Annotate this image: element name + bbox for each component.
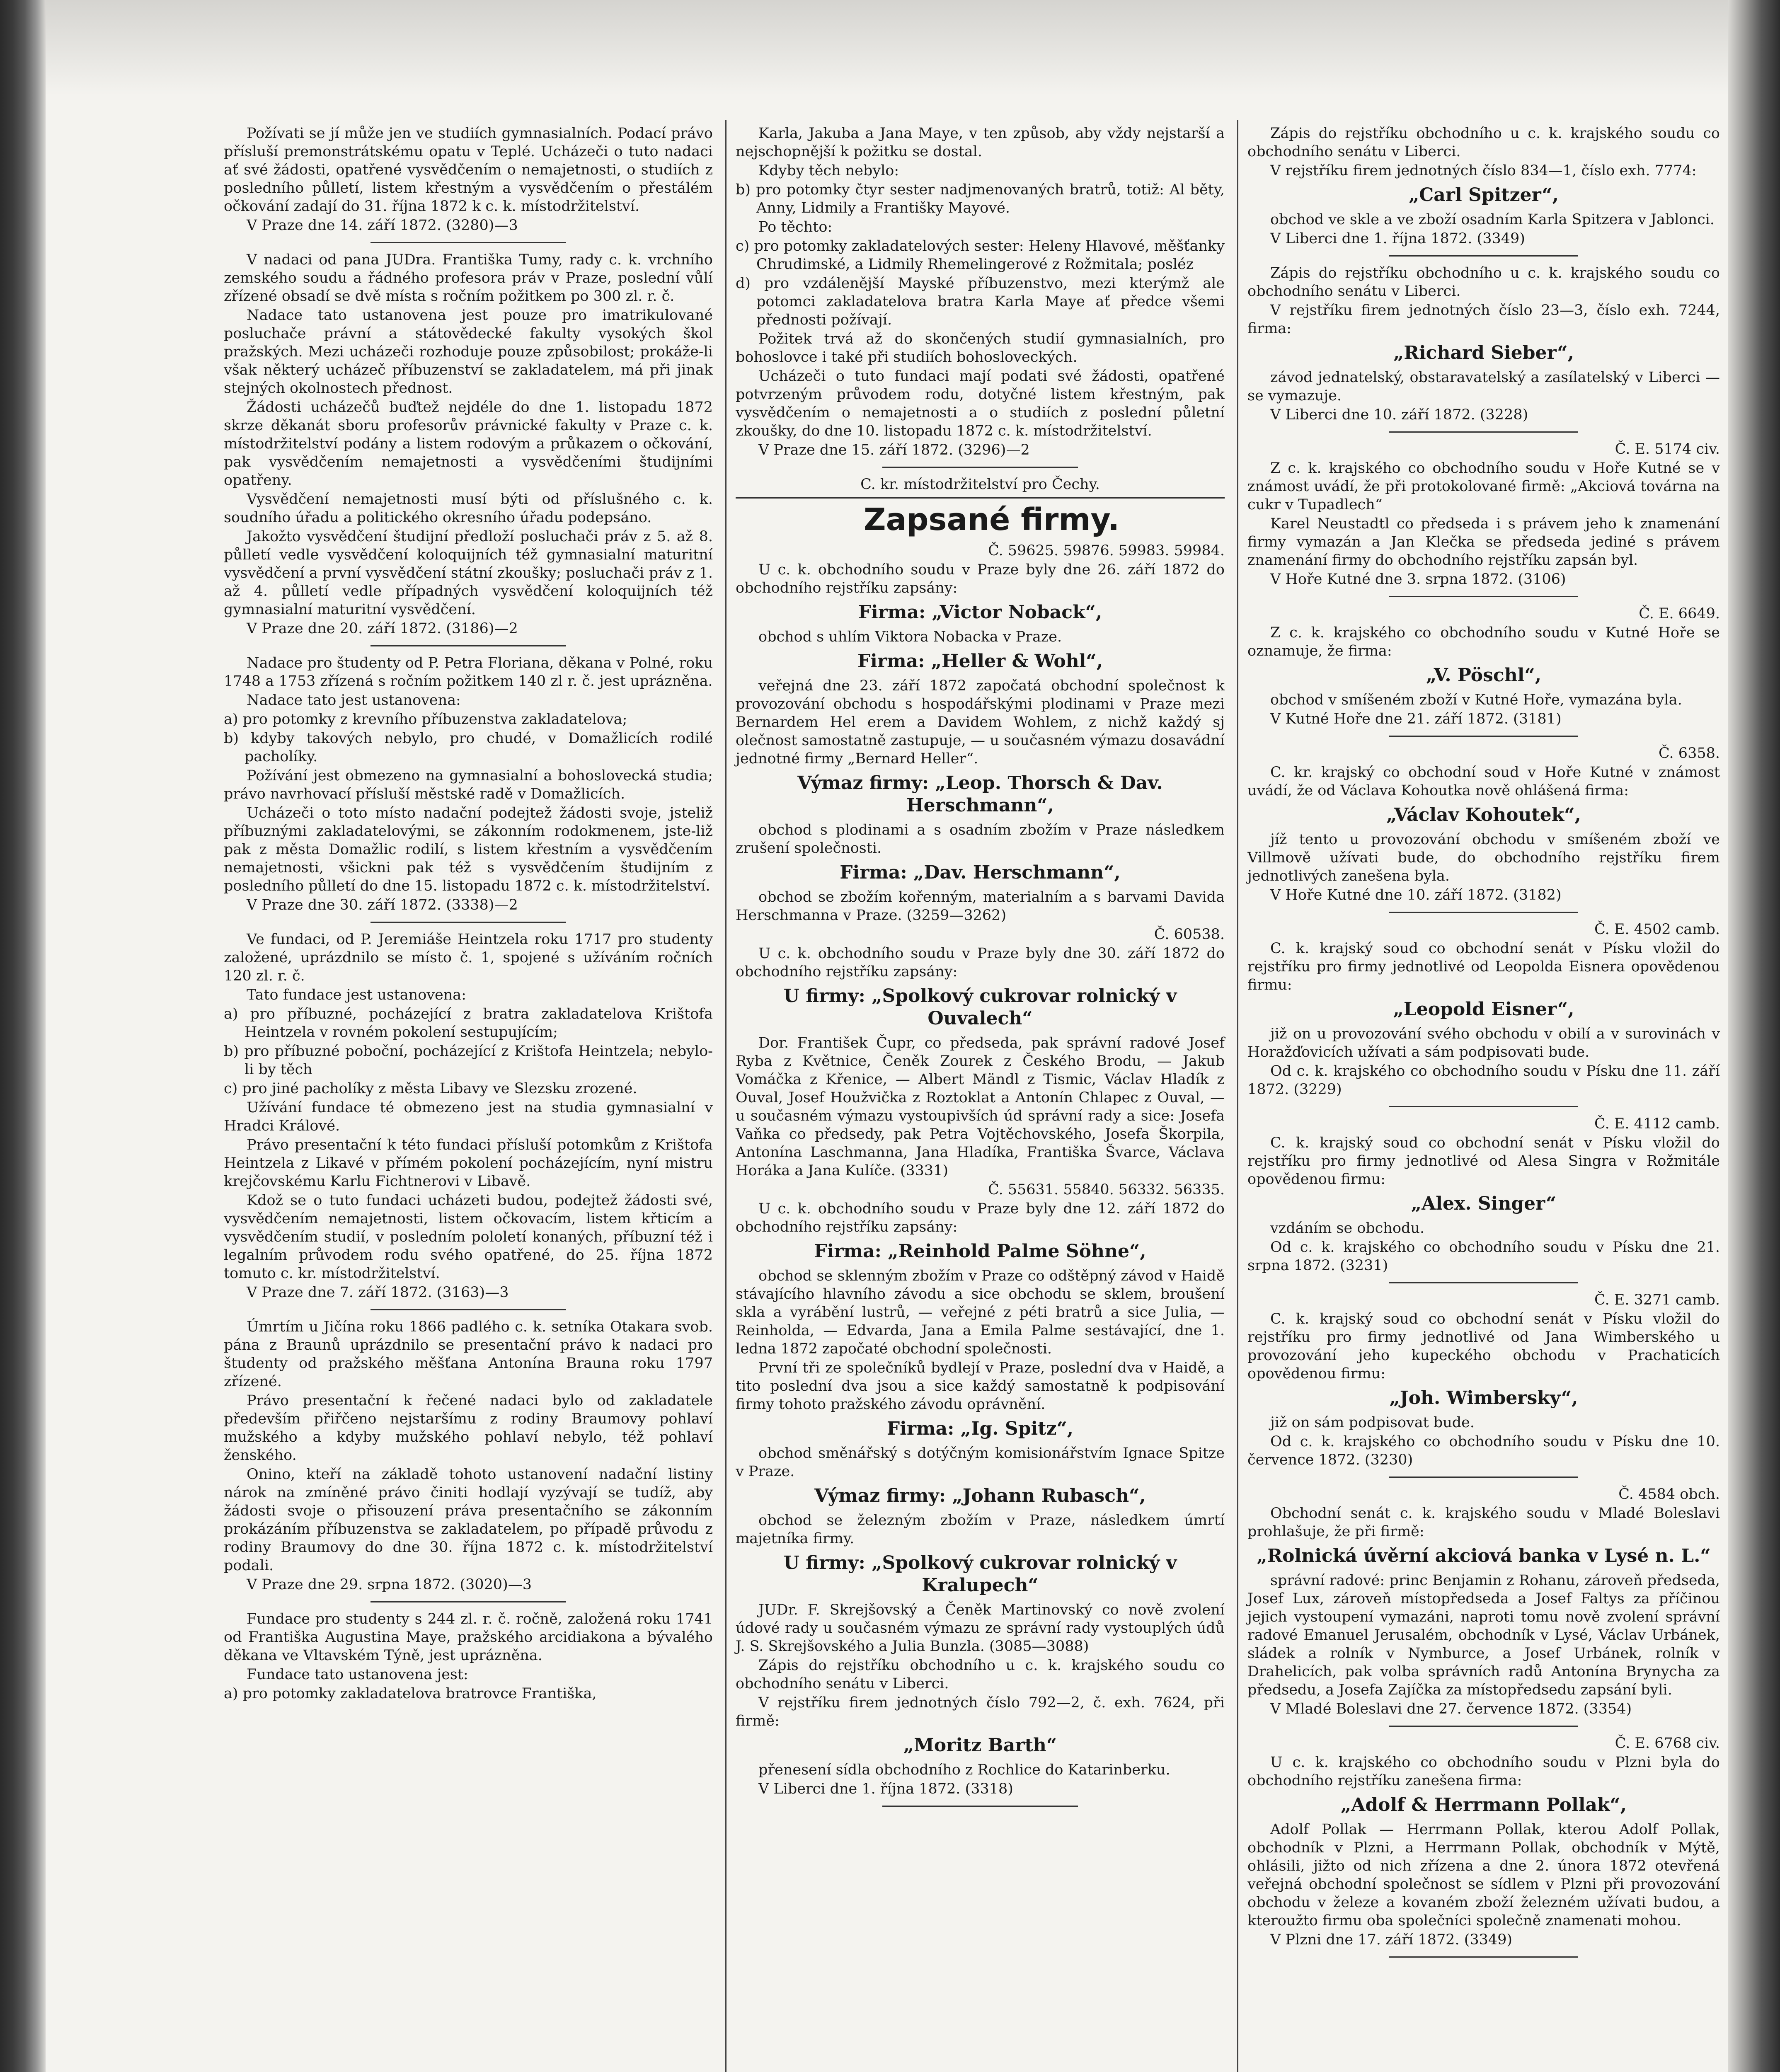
notice-separator <box>371 645 566 646</box>
firm-name: „Carl Spitzer“, <box>1408 184 1559 206</box>
firm-name: Výmaz firmy: „Leop. Thorsch & Dav. Herschmann“, <box>797 772 1163 816</box>
notice-separator <box>1389 1477 1578 1478</box>
paragraph: Fundace pro studenty s 244 zl. r. č. ročně, založená roku 1741 od Františka Augustina Maye, pražského arcidiakona a bývalého děkana ve Vltavském Týně, jest uprázněna. <box>224 1611 713 1664</box>
paragraph: Ve fundaci, od P. Jeremiáše Heintzela roku 1717 pro studenty založené, uprázdnilo se místo č. 1, spojené s užíváním ročních 120 zl. r. č. <box>224 931 713 984</box>
list-item: b) pro potomky čtyr sester nadjmenovaných bratrů, totiž: Al běty, Anny, Lidmily a Františky Mayové. <box>736 182 1225 216</box>
paragraph: obchod s plodinami a s osadním zbožím v Praze následkem zrušení společnosti. <box>736 822 1225 857</box>
dateline: V Kutné Hoře dne 21. září 1872. (3181) <box>1270 711 1562 727</box>
paragraph: Jakožto vysvědčení študijní předloží posluchači práv z 5. až 8. půlletí vedle vysvědčení koloquijních též gymnasialní maturitní vysvědčení a první vysvědčení státní zkoušky; posluchači práv z 1. až 4. půlletí vedle případných vysvědčení koloquijních též gymnasialní maturitní vysvědčení. <box>224 528 713 618</box>
scan-top-shadow <box>46 0 1728 95</box>
firm-name: „V. Pöschl“, <box>1426 665 1542 686</box>
column-divider-2 <box>1237 120 1238 2072</box>
notice-separator <box>1389 736 1578 737</box>
paragraph: Užívání fundace té obmezeno jest na studia gymnasialní v Hradci Králové. <box>224 1099 713 1134</box>
list-item: c) pro jiné pacholíky z města Libavy ve Slezsku zrozené. <box>224 1080 637 1097</box>
paragraph: Požívání jest obmezeno na gymnasialní a bohoslovecká studia; právo navrhovací přísluší městské radě v Domažlicích. <box>224 767 713 802</box>
paragraph: Nadace tato jest ustanovena: <box>247 692 461 709</box>
firm-name: „Václav Kohoutek“, <box>1386 804 1581 825</box>
paragraph: Kdyby těch nebylo: <box>758 162 899 179</box>
paragraph: Požitek trvá až do skončených studií gymnasialních, pro bohoslovce i také při studiích bohosloveckých. <box>736 331 1225 366</box>
paragraph: První tři ze společníků bydlejí v Praze, poslední dva v Haidě, a tito poslední dva jsou a sice každý samostatně k podpisování firmy tohoto pražského závodu oprávnění. <box>736 1360 1225 1413</box>
firm-name: „Joh. Wimbersky“, <box>1389 1387 1578 1409</box>
paragraph: C. k. krajský soud co obchodní senát v Písku vložil do rejstříku pro firmy jednotlivé od Jana Wimberského u provozování jeho kupeckého obchodu v Prachaticích opovědenou firmu: <box>1247 1311 1720 1382</box>
paragraph: C. k. krajský soud co obchodní senát v Písku vložil do rejstříku pro firmy jednotlivé od Leopolda Eisnera opovědenou firmu: <box>1247 940 1720 993</box>
reference-number: Č. E. 3271 camb. <box>1594 1292 1720 1308</box>
reference-number: Č. E. 4112 camb. <box>1594 1116 1720 1132</box>
notice-separator <box>1389 1106 1578 1107</box>
firm-name: „Adolf & Herrmann Pollak“, <box>1340 1794 1627 1815</box>
dateline: V Praze dne 14. září 1872. (3280)—3 <box>247 217 518 234</box>
notice-separator <box>1389 596 1578 597</box>
reference-number: Č. 4584 obch. <box>1618 1486 1720 1503</box>
paragraph: Kdož se o tuto fundaci ucházeti budou, podejtež žádosti své, vysvědčením nemajetnosti, listem očkovacím, listem křticím a vysvědčením studií, v posledním pololetí konaných, příbuzní též i legalním průvodem rodu svého opatřené, do 25. října 1872 tomuto c. kr. místodržitelství. <box>224 1192 713 1282</box>
authority-signature: C. kr. místodržitelství pro Čechy. <box>860 476 1100 493</box>
paragraph: Dor. František Čupr, co předseda, pak správní radové Josef Ryba z Květnice, Čeněk Zourek z Českého Brodu, — Jakub Vomáčka z Křenice, — Albert Mändl z Tismic, Václav Hladík z Ouval, Josef Houžvička z Roztoklat a Antonín Chlapec z Ouval, — u současném výmazu vystoupivších úd správní rady a sice: Josefa Vaňka co předsedy, pak Petra Vojtěchovského, Josefa Škorpila, Antonína Laschmanna, Jana Hladíka, Františka Švarce, Václava Horáka a Jana Kulíče. (3331) <box>736 1035 1225 1179</box>
firm-name: Výmaz firmy: „Johann Rubasch“, <box>814 1485 1146 1506</box>
paragraph: U c. k. krajského co obchodního soudu v Plzni byla do obchodního rejstříku zanešena firma: <box>1247 1754 1720 1789</box>
column-middle <box>736 124 1225 1814</box>
paragraph: obchod s uhlím Viktora Nobacka v Praze. <box>758 629 1062 645</box>
paragraph: Požívati se jí může jen ve studiích gymnasialních. Podací právo přísluší premonstrátskému opatu v Teplé. Ucházeči o tuto nadaci ať své žádosti, opatřené vysvědčením o nemajetnosti, o studiích z posledního půlletí, listem křestným a vysvědčením o přestálém očkování zadají do 31. října 1872 k c. k. místodržitelství. <box>224 125 713 215</box>
column-left <box>224 124 713 1704</box>
firm-name: „Rolnická úvěrní akciová banka v Lysé n. L.“ <box>1257 1545 1711 1566</box>
dateline: Od c. k. krajského co obchodního soudu v Písku dne 11. září 1872. (3229) <box>1247 1063 1720 1098</box>
dateline: V Mladé Boleslavi dne 27. července 1872. (3354) <box>1270 1701 1632 1717</box>
firm-name: „Leopold Eisner“, <box>1393 999 1574 1020</box>
paragraph: Ucházeči o toto místo nadační podejtež žádosti svoje, jsteliž příbuznými zakladatelovými, se zákonním rodokmenem, jste-liž pak z města Domažlic rodilí, s listem křestním a vysvědčením nemajetnosti, všickni pak též s vysvědčením študijním z posledního půlletí do dne 15. listopadu 1872 c. k. místodržitelství. <box>224 805 713 894</box>
paragraph: Z c. k. krajského co obchodního soudu v Hoře Kutné se v známost uvádí, že při protokolované firmě: „Akciová továrna na cukr v Tupadlech“ <box>1247 460 1720 513</box>
list-item: b) pro příbuzné poboční, pocházející z Krištofa Heintzela; nebylo-li by těch <box>224 1043 713 1078</box>
dateline: Od c. k. krajského co obchodního soudu v Písku dne 21. srpna 1872. (3231) <box>1247 1239 1720 1274</box>
paragraph: V rejstříku firem jednotných číslo 834—1, číslo exh. 7774: <box>1270 162 1697 179</box>
notice-separator <box>1389 431 1578 433</box>
section-title: Zapsané firmy. <box>736 497 1225 537</box>
paragraph: C. k. krajský soud co obchodní senát v Písku vložil do rejstříku pro firmy jednotlivé od Alesa Singra v Rožmitále opovědenou firmu: <box>1247 1135 1720 1188</box>
paragraph: Zápis do rejstříku obchodního u c. k. krajského soudu co obchodního senátu v Liberci. <box>736 1657 1225 1692</box>
paragraph: veřejná dne 23. září 1872 započatá obchodní společnost k provozování obchodu s hospodářskými plodinami v Praze mezi Bernardem Hel erem a Davidem Wohlem, z nichž každý sj olečnost samostatně zastupuje, — u současném výmazu dosavádní jednotné firmy „Bernard Heller“. <box>736 678 1225 767</box>
notice-separator <box>1389 1956 1578 1958</box>
paragraph: Karla, Jakuba a Jana Maye, v ten způsob, aby vždy nejstarší a nejschopnější k požitku se dostal. <box>736 125 1225 160</box>
paragraph: V rejstříku firem jednotných číslo 792—2, č. exh. 7624, při firmě: <box>736 1694 1225 1729</box>
dateline: V Hoře Kutné dne 3. srpna 1872. (3106) <box>1270 571 1566 588</box>
paragraph: V rejstříku firem jednotných číslo 23—3, číslo exh. 7244, firma: <box>1247 302 1720 337</box>
paragraph: Obchodní senát c. k. krajského soudu v Mladé Boleslavi prohlašuje, že při firmě: <box>1247 1505 1720 1540</box>
firm-name: Firma: „Victor Noback“, <box>858 602 1102 623</box>
list-item: c) pro potomky zakladatelových sester: Heleny Hlavové, měšťanky Chrudimské, a Lidmily Rhemelingerové z Rožmitala; posléz <box>736 238 1225 273</box>
firm-name: Firma: „Ig. Spitz“, <box>886 1418 1074 1439</box>
paragraph: vzdáním se obchodu. <box>1270 1220 1425 1237</box>
paragraph: obchod se zbožím kořenným, materialním a s barvami Davida Herschmanna v Praze. (3259—3262) <box>736 889 1225 924</box>
paragraph: obchod směnářský s dotýčným komisionářstvím Ignace Spitze v Praze. <box>736 1445 1225 1480</box>
reference-number: Č. E. 4502 camb. <box>1594 921 1720 938</box>
firm-name: „Moritz Barth“ <box>903 1735 1057 1756</box>
paragraph: Ucházeči o tuto fundaci mají podati své žádosti, opatřené potvrzeným průvodem rodu, dotyčné listem křestným, pak vysvědčením o nemajetnosti a o studiích z poslední půletní zkoušky, do dne 10. listopadu 1872 c. k. místodržitelství. <box>736 368 1225 439</box>
paragraph: Adolf Pollak — Herrmann Pollak, kterou Adolf Pollak, obchodník v Plzni, a Herrmann Pollak, obchodník v Mýtě, ohlásili, jižto od nich zřízena a dne 2. února 1872 otevřená veřejná obchodní společnost se sídlem v Plzni při provozování obchodu v železe a kovaném zboží železném užívati budou, a kteroužto firmu oba společníci společně znamenati mohou. <box>1247 1821 1720 1929</box>
paragraph: Zápis do rejstříku obchodního u c. k. krajského soudu co obchodního senátu v Liberci. <box>1247 265 1720 300</box>
paragraph: Po těchto: <box>758 219 833 235</box>
paragraph: Z c. k. krajského co obchodního soudu v Kutné Hoře se oznamuje, že firma: <box>1247 625 1720 659</box>
dateline: V Praze dne 15. září 1872. (3296)—2 <box>758 442 1030 458</box>
scan-left-edge <box>0 0 46 2072</box>
paragraph: U c. k. obchodního soudu v Praze byly dne 26. září 1872 do obchodního rejstříku zapsány: <box>736 562 1225 596</box>
paragraph: obchod ve skle a ve zboží osadním Karla Spitzera v Jablonci. <box>1270 211 1715 228</box>
reference-number: Č. 55631. 55840. 56332. 56335. <box>988 1181 1225 1198</box>
notice-separator <box>1389 1282 1578 1283</box>
scan-right-edge <box>1728 0 1780 2072</box>
column-divider-1 <box>725 120 727 2072</box>
firm-name: Firma: „Reinhold Palme Söhne“, <box>814 1241 1146 1262</box>
paragraph: U c. k. obchodního soudu v Praze byly dne 30. září 1872 do obchodního rejstříku zapsány: <box>736 945 1225 980</box>
paragraph: C. kr. krajský co obchodní soud v Hoře Kutné v známost uvádí, že od Václava Kohoutka nově ohlášená firma: <box>1247 764 1720 799</box>
notice-separator <box>882 1806 1078 1807</box>
list-item: d) pro vzdálenější Mayské příbuzenstvo, mezi kterýmž ale potomci zakladatelova bratra Karla Maye ať předce všemi přednosti požívají. <box>736 275 1225 328</box>
firm-name: „Alex. Singer“ <box>1411 1193 1557 1214</box>
paragraph: V nadaci od pana JUDra. Františka Tumy, rady c. k. vrchního zemského soudu a řádného profesora práv v Praze, poslední vůlí zřízené obsadí se dvě místa s ročním požitkem po 300 zl. r. č. <box>224 252 713 305</box>
paragraph: Nadace pro študenty od P. Petra Floriana, děkana v Polné, roku 1748 a 1753 zřízená s ročním požitkem 140 zl r. č. jest uprázněna. <box>224 655 713 690</box>
paragraph: Úmrtím u Jičína roku 1866 padlého c. k. setníka Otakara svob. pána z Braunů uprázdnilo se presentační právo k nadaci pro študenty od pražského měšťana Antonína Brauna roku 1797 zřízené. <box>224 1319 713 1390</box>
reference-number: Č. 59625. 59876. 59983. 59984. <box>988 542 1225 559</box>
paragraph: přenesení sídla obchodního z Rochlice do Katarinberku. <box>758 1762 1170 1778</box>
reference-number: Č. E. 6768 civ. <box>1615 1735 1720 1752</box>
paragraph: obchod se železným zbožím v Praze, následkem úmrtí majetníka firmy. <box>736 1512 1225 1547</box>
firm-name: Firma: „Heller & Wohl“, <box>857 651 1103 672</box>
list-item: a) pro potomky z krevního příbuzenstva zakladatelova; <box>224 711 627 728</box>
paragraph: obchod v smíšeném zboží v Kutné Hoře, vymazána byla. <box>1270 692 1682 708</box>
paragraph: již on sám podpisovat bude. <box>1270 1414 1475 1431</box>
list-item: a) pro příbuzné, pocházející z bratra zakladatelova Krištofa Heintzela v rovném pokolení sestupujícím; <box>224 1006 713 1041</box>
reference-number: Č. E. 6649. <box>1639 605 1720 622</box>
paragraph: Tato fundace jest ustanovena: <box>247 987 466 1003</box>
paragraph: Zápis do rejstříku obchodního u c. k. krajského soudu co obchodního senátu v Liberci. <box>1247 125 1720 160</box>
firm-name: Firma: „Dav. Herschmann“, <box>840 862 1121 883</box>
paragraph: již on u provozování svého obchodu v obilí a v surovinách v Horažďovicích užívati a sám podpisovati bude. <box>1247 1026 1720 1060</box>
paragraph: Karel Neustadtl co předseda i s právem jeho k znamenání firmy vymazán a Jan Klečka se předseda jediné s právem znamenání firmy do obchodního rejstříku zapsán byl. <box>1247 516 1720 569</box>
paragraph: Fundace tato ustanovena jest: <box>247 1666 468 1683</box>
dateline: V Liberci dne 1. října 1872. (3349) <box>1270 230 1525 247</box>
paragraph: závod jednatelský, obstaravatelský a zasílatelský v Liberci — se vymazuje. <box>1247 369 1720 404</box>
paragraph: Žádosti ucházečů buďtež nejdéle do dne 1. listopadu 1872 skrze děkanát sboru profesorův právnické fakulty v Praze c. k. místodržitelství podány a listem rodovým a průkazem o očkování, pak vysvědčením nemajetnosti a vysvědčeními študijními opatřeny. <box>224 399 713 489</box>
notice-separator <box>371 1601 566 1602</box>
dateline: V Praze dne 29. srpna 1872. (3020)—3 <box>247 1576 532 1593</box>
paragraph: správní radové: princ Benjamin z Rohanu, zároveň předseda, Josef Lux, zároveň místopředseda a Josef Faltys za příčinou jejich vystoupení vymazáni, naproti tomu nově zvolení správní radové Emanuel Jerusalém, obchodník v Lysé, Václav Urbánek, sládek a rolník v Nymburce, a Josef Urbánek, rolník v Drahelicích, pak volba správních radů Antonína Brynycha za předsedu, a Josefa Zajíčka za místopředsedu zapsání byli. <box>1247 1572 1720 1698</box>
firm-name: U firmy: „Spolkový cukrovar rolnický v Ouvalech“ <box>783 985 1177 1029</box>
notice-separator <box>1389 255 1578 257</box>
reference-number: Č. 60538. <box>1154 926 1225 943</box>
list-item: a) pro potomky zakladatelova bratrovce Františka, <box>224 1685 597 1702</box>
notice-separator <box>371 242 566 243</box>
paragraph: Nadace tato ustanovena jest pouze pro imatrikulované posluchače právní a státovědecké fakulty vysokých škol pražských. Mezi ucházeči rozhoduje pouze způsobilost; prokáže-li však některý ucházeč příbuzenství se zakladatelem, má při jinak stejných okolnostech přednost. <box>224 307 713 397</box>
dateline: V Plzni dne 17. září 1872. (3349) <box>1270 1932 1513 1948</box>
dateline: Od c. k. krajského co obchodního soudu v Písku dne 10. července 1872. (3230) <box>1247 1433 1720 1468</box>
notice-separator <box>1389 1726 1578 1727</box>
paragraph: Právo presentační k řečené nadaci bylo od zakladatele především přiřčeno nejstaršímu z rodiny Braumovy pohlaví mužského a kdyby mužského pohlaví nebylo, též pohlaví ženského. <box>224 1392 713 1464</box>
paragraph: Právo presentační k této fundaci přísluší potomkům z Krištofa Heintzela z Likavé v přímém pokolení pocházejícím, nyní mistru krejčovskému Karlu Fichtnerovi v Libavě. <box>224 1137 713 1190</box>
notice-separator <box>1389 912 1578 913</box>
reference-number: Č. 6358. <box>1659 745 1720 762</box>
dateline: V Liberci dne 1. října 1872. (3318) <box>758 1781 1013 1797</box>
paragraph: Onino, kteří na základě tohoto ustanovení nadační listiny nárok na zmíněné právo činiti hodlají vyzývají se tudíž, aby žádosti svoje o přisouzení práva presentačního se zákonním prokázáním příbuzenstva se zakladatelem, po případě průvodu z rodiny Braumovy do dne 30. října 1872 c. k. místodržitelství podali. <box>224 1466 713 1574</box>
dateline: V Hoře Kutné dne 10. září 1872. (3182) <box>1270 887 1562 903</box>
notice-separator <box>371 922 566 923</box>
paragraph: obchod se sklenným zbožím v Praze co odštěpný závod v Haidě stávajícího hlavního závodu a sice obchodu se sklem, broušení skla a vyrábění lustrů, — veřejné z péti bratrů a sice Julia, — Reinholda, — Edvarda, Jana a Emila Palme sestávající, dne 1. ledna 1872 započaté obchodní společnosti. <box>736 1268 1225 1357</box>
paragraph: U c. k. obchodního soudu v Praze byly dne 12. září 1872 do obchodního rejstříku zapsány: <box>736 1201 1225 1235</box>
paragraph: Vysvědčení nemajetnosti musí býti od příslušného c. k. soudního úřadu a politického okresního úřadu podepsáno. <box>224 491 713 526</box>
column-right <box>1247 124 1720 1965</box>
paragraph: jíž tento u provozování obchodu v smíšeném zboží ve Villmově užívati bude, do obchodního rejstříku firem jednotlivých zanešena byla. <box>1247 831 1720 884</box>
paragraph: JUDr. F. Skrejšovský a Čeněk Martinovský co nově zvolení údové rady u současném výmazu ze správní rady vystouplých údů J. S. Skrejšovského a Julia Bunzla. (3085—3088) <box>736 1602 1225 1655</box>
notice-separator <box>882 467 1078 468</box>
firm-name: „Richard Sieber“, <box>1393 342 1574 363</box>
reference-number: Č. E. 5174 civ. <box>1615 441 1720 457</box>
firm-name: U firmy: „Spolkový cukrovar rolnický v Kralupech“ <box>783 1552 1177 1596</box>
dateline: V Liberci dne 10. září 1872. (3228) <box>1270 407 1528 423</box>
dateline: V Praze dne 7. září 1872. (3163)—3 <box>247 1284 509 1301</box>
dateline: V Praze dne 30. září 1872. (3338)—2 <box>247 897 518 913</box>
list-item: b) kdyby takových nebylo, pro chudé, v Domažlicích rodilé pacholíky. <box>224 730 713 765</box>
dateline: V Praze dne 20. září 1872. (3186)—2 <box>247 620 518 637</box>
notice-separator <box>371 1309 566 1310</box>
